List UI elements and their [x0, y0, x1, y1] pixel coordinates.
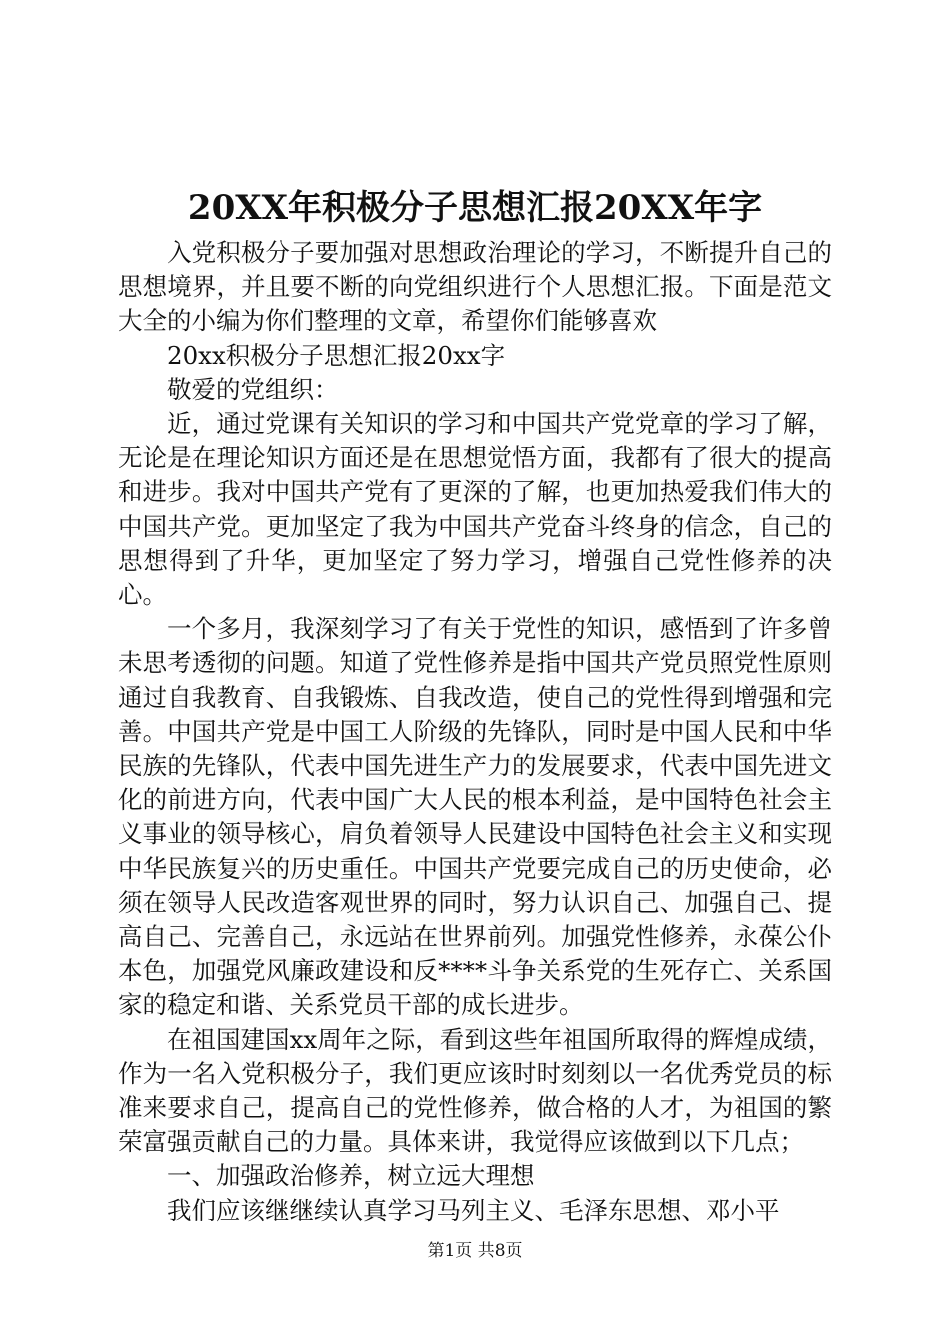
paragraph-body-2: 一个多月，我深刻学习了有关于党性的知识，感悟到了许多曾未思考透彻的问题。知道了党性修养是指中国共产党员照党性原则通过自我教育、自我锻炼、自我改造，使自己的党性得到增强和完善。中国共产党是中国工人阶级的先锋队，同时是中国人民和中华民族的先锋队，代表中国先进生产力的发展要求，代表中国先进文化的前进方向，代表中国广大人民的根本利益，是中国特色社会主义事业的领导核心，肩负着领导人民建设中国特色社会主义和实现中华民族复兴的历史重任。中国共产党要完成自己的历史使命，必须在领导人民改造客观世界的同时，努力认识自己、加强自己、提高自己、完善自己，永远站在世界前列。加强党性修养，永葆公仆本色，加强党风廉政建设和反****斗争关系党的生死存亡、关系国家的稳定和谐、关系党员干部的成长进步。	[118, 614, 832, 1020]
paragraph-body-4: 我们应该继继续认真学习马列主义、毛泽东思想、邓小平	[167, 1195, 780, 1225]
paragraph-intro: 入党积极分子要加强对思想政治理论的学习，不断提升自己的思想境界，并且要不断的向党组织进行个人思想汇报。下面是范文大全的小编为你们整理的文章，希望你们能够喜欢	[118, 238, 832, 336]
document-body	[118, 236, 832, 1228]
paragraph-body-1: 近，通过党课有关知识的学习和中国共产党党章的学习了解，无论是在理论知识方面还是在思想觉悟方面，我都有了很大的提高和进步。我对中国共产党有了更深的了解，也更加热爱我们伟大的中国共产党。更加坚定了我为中国共产党奋斗终身的信念，自己的思想得到了升华，更加坚定了努力学习，增强自己党性修养的决心。	[118, 409, 832, 610]
paragraph-body-3: 在祖国建国xx周年之际，看到这些年祖国所取得的辉煌成绩，作为一名入党积极分子，我们更应该时时刻刻以一名优秀党员的标准来要求自己，提高自己的党性修养，做合格的人才，为祖国的繁荣富强贡献自己的力量。具体来讲，我觉得应该做到以下几点；	[118, 1024, 832, 1157]
document-title: 20XX年积极分子思想汇报20XX年字	[187, 188, 763, 228]
paragraph-salutation: 敬爱的党组织：	[167, 374, 339, 404]
paragraph-subtitle: 20xx积极分子思想汇报20xx字	[167, 340, 506, 370]
section-heading: 一、加强政治修养，树立远大理想	[167, 1161, 535, 1191]
page-footer: 第1页 共8页	[427, 1241, 523, 1261]
